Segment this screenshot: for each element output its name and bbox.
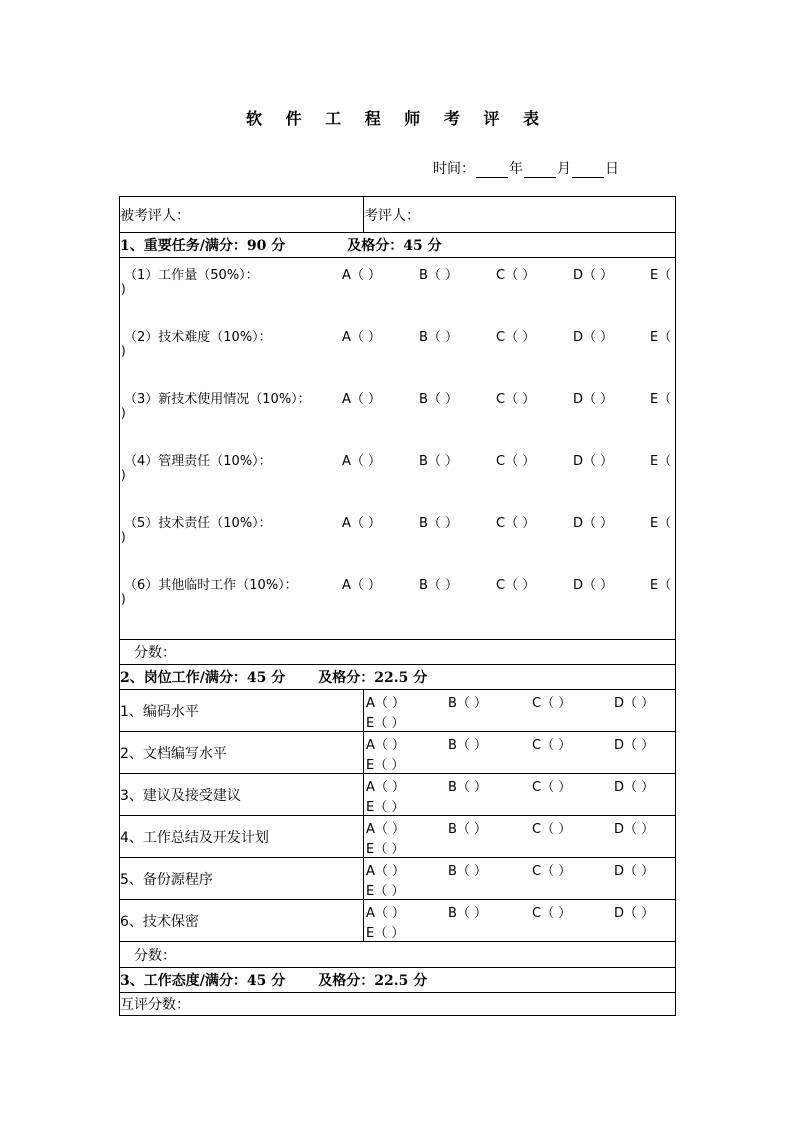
task-item <box>120 574 676 624</box>
task-item-label: （6）其他临时工作（10%）： <box>124 578 298 593</box>
section1-items <box>120 258 675 639</box>
grade-option-d[interactable]: D（ ） <box>573 392 614 407</box>
grade-option-c[interactable]: C（ ） <box>532 821 572 837</box>
evaluation-table <box>119 196 676 1016</box>
duty-item-label: 2、文档编写水平 <box>120 732 364 774</box>
task-item-label: （2）技术难度（10%）： <box>124 330 272 345</box>
grade-option-a[interactable]: A（ ） <box>366 695 406 711</box>
grade-option-c[interactable]: C（ ） <box>496 454 536 469</box>
evaluator-cell[interactable] <box>364 197 676 233</box>
grade-option-c[interactable]: C（ ） <box>532 737 572 753</box>
grade-option-c[interactable]: C（ ） <box>532 905 572 921</box>
date-line <box>433 158 619 178</box>
section1-pass: 及格分：45 分 <box>347 238 442 254</box>
grade-option-d[interactable]: D（ ） <box>573 330 614 345</box>
grade-option-b[interactable]: B（ ） <box>419 268 459 283</box>
task-item-label: （4）管理责任（10%）： <box>124 454 272 469</box>
grade-option-b[interactable]: B（ ） <box>448 821 488 837</box>
grade-option-c[interactable]: C（ ） <box>496 578 536 593</box>
duty-item-label: 6、技术保密 <box>120 900 364 942</box>
grade-option-d[interactable]: D（ ） <box>573 516 614 531</box>
grade-option-b[interactable]: B（ ） <box>448 779 488 795</box>
grade-option-c[interactable]: C（ ） <box>532 779 572 795</box>
section1-score-row <box>120 640 676 665</box>
grade-option-d[interactable]: D（ ） <box>614 863 655 879</box>
task-item <box>120 326 676 376</box>
duty-item-options <box>364 732 676 774</box>
day-label: 日 <box>605 161 619 177</box>
duty-item-options <box>364 690 676 732</box>
grade-option-c[interactable]: C（ ） <box>532 695 572 711</box>
duty-item-options <box>364 774 676 816</box>
section3-header <box>120 968 676 993</box>
grade-option-a[interactable]: A（ ） <box>366 779 406 795</box>
grade-option-d[interactable]: D（ ） <box>614 737 655 753</box>
duty-item <box>120 816 676 858</box>
grade-option-e[interactable]: E（ <box>650 454 672 469</box>
peer-score-row <box>120 993 676 1016</box>
option-e-close: ) <box>121 468 126 482</box>
month-label: 月 <box>557 161 571 177</box>
grade-option-c[interactable]: C（ ） <box>532 863 572 879</box>
grade-option-b[interactable]: B（ ） <box>448 905 488 921</box>
task-item-label: （1）工作量（50%）： <box>124 268 259 283</box>
grade-option-d[interactable]: D（ ） <box>614 821 655 837</box>
header-row <box>120 197 676 233</box>
section1-score-label: 分数： <box>134 645 176 661</box>
grade-option-b[interactable]: B（ ） <box>448 863 488 879</box>
grade-option-a[interactable]: A（ ） <box>342 268 382 283</box>
grade-option-e[interactable]: E（ ） <box>366 757 405 773</box>
option-e-close: ) <box>121 282 126 296</box>
grade-option-a[interactable]: A（ ） <box>366 821 406 837</box>
grade-option-e[interactable]: E（ <box>650 268 672 283</box>
grade-option-c[interactable]: C（ ） <box>496 268 536 283</box>
grade-option-b[interactable]: B（ ） <box>448 737 488 753</box>
task-item <box>120 264 676 314</box>
evaluatee-cell[interactable] <box>120 197 364 233</box>
section2-pass: 及格分：22.5 分 <box>318 670 428 686</box>
grade-option-e[interactable]: E（ ） <box>366 799 405 815</box>
grade-option-e[interactable]: E（ ） <box>366 841 405 857</box>
duty-item-label: 5、备份源程序 <box>120 858 364 900</box>
option-e-close: ) <box>121 344 126 358</box>
grade-option-a[interactable]: A（ ） <box>342 578 382 593</box>
grade-option-b[interactable]: B（ ） <box>419 454 459 469</box>
grade-option-d[interactable]: D（ ） <box>573 454 614 469</box>
section1-items-row <box>120 258 676 640</box>
grade-option-a[interactable]: A（ ） <box>366 905 406 921</box>
month-blank[interactable] <box>524 163 556 178</box>
section1-title: 1、重要任务/满分：90 分 <box>120 238 286 254</box>
section2-items <box>120 690 676 942</box>
option-e-close: ) <box>121 592 126 606</box>
grade-option-e[interactable]: E（ <box>650 330 672 345</box>
section2-header <box>120 665 676 690</box>
duty-item-label: 4、工作总结及开发计划 <box>120 816 364 858</box>
grade-option-b[interactable]: B（ ） <box>419 516 459 531</box>
section3-title: 3、工作态度/满分：45 分 <box>120 973 286 989</box>
grade-option-e[interactable]: E（ <box>650 516 672 531</box>
year-label: 年 <box>509 161 523 177</box>
duty-item <box>120 774 676 816</box>
evaluator-label: 考评人： <box>364 207 420 224</box>
task-item <box>120 388 676 438</box>
grade-option-e[interactable]: E（ <box>650 578 672 593</box>
task-item-label: （5）技术责任（10%）： <box>124 516 272 531</box>
grade-option-b[interactable]: B（ ） <box>419 578 459 593</box>
duty-item <box>120 900 676 942</box>
task-item <box>120 512 676 562</box>
form-title: 软 件 工 程 师 考 评 表 <box>246 109 548 128</box>
grade-option-c[interactable]: C（ ） <box>496 516 536 531</box>
task-item <box>120 450 676 500</box>
grade-option-e[interactable]: E（ ） <box>366 883 405 899</box>
grade-option-d[interactable]: D（ ） <box>573 268 614 283</box>
grade-option-d[interactable]: D（ ） <box>614 695 655 711</box>
duty-item-label: 3、建议及接受建议 <box>120 774 364 816</box>
grade-option-a[interactable]: A（ ） <box>366 863 406 879</box>
option-e-close: ) <box>121 406 126 420</box>
grade-option-d[interactable]: D（ ） <box>614 779 655 795</box>
grade-option-b[interactable]: B（ ） <box>419 330 459 345</box>
duty-item <box>120 858 676 900</box>
evaluatee-label: 被考评人： <box>120 207 190 224</box>
duty-item-options <box>364 858 676 900</box>
section1-header <box>120 233 676 258</box>
grade-option-a[interactable]: A（ ） <box>366 737 406 753</box>
grade-option-e[interactable]: E（ <box>650 392 672 407</box>
date-label: 时间： <box>433 161 475 177</box>
grade-option-c[interactable]: C（ ） <box>496 392 536 407</box>
duty-item <box>120 732 676 774</box>
grade-option-b[interactable]: B（ ） <box>419 392 459 407</box>
grade-option-d[interactable]: D（ ） <box>573 578 614 593</box>
option-e-close: ) <box>121 530 126 544</box>
grade-option-d[interactable]: D（ ） <box>614 905 655 921</box>
duty-item-options <box>364 900 676 942</box>
day-blank[interactable] <box>572 163 604 178</box>
section2-score-label: 分数： <box>134 947 176 964</box>
grade-option-e[interactable]: E（ ） <box>366 715 405 731</box>
grade-option-a[interactable]: A（ ） <box>342 330 382 345</box>
grade-option-a[interactable]: A（ ） <box>342 392 382 407</box>
section2-score-row <box>120 942 676 968</box>
grade-option-b[interactable]: B（ ） <box>448 695 488 711</box>
year-blank[interactable] <box>476 163 508 178</box>
duty-item-options <box>364 816 676 858</box>
grade-option-c[interactable]: C（ ） <box>496 330 536 345</box>
grade-option-a[interactable]: A（ ） <box>342 516 382 531</box>
section2-title: 2、岗位工作/满分：45 分 <box>120 670 286 686</box>
duty-item <box>120 690 676 732</box>
grade-option-a[interactable]: A（ ） <box>342 454 382 469</box>
task-item-label: （3）新技术使用情况（10%）： <box>124 392 311 407</box>
grade-option-e[interactable]: E（ ） <box>366 925 405 941</box>
peer-score-label: 互评分数： <box>120 997 190 1013</box>
section3-pass: 及格分：22.5 分 <box>318 973 428 989</box>
duty-item-label: 1、编码水平 <box>120 690 364 732</box>
